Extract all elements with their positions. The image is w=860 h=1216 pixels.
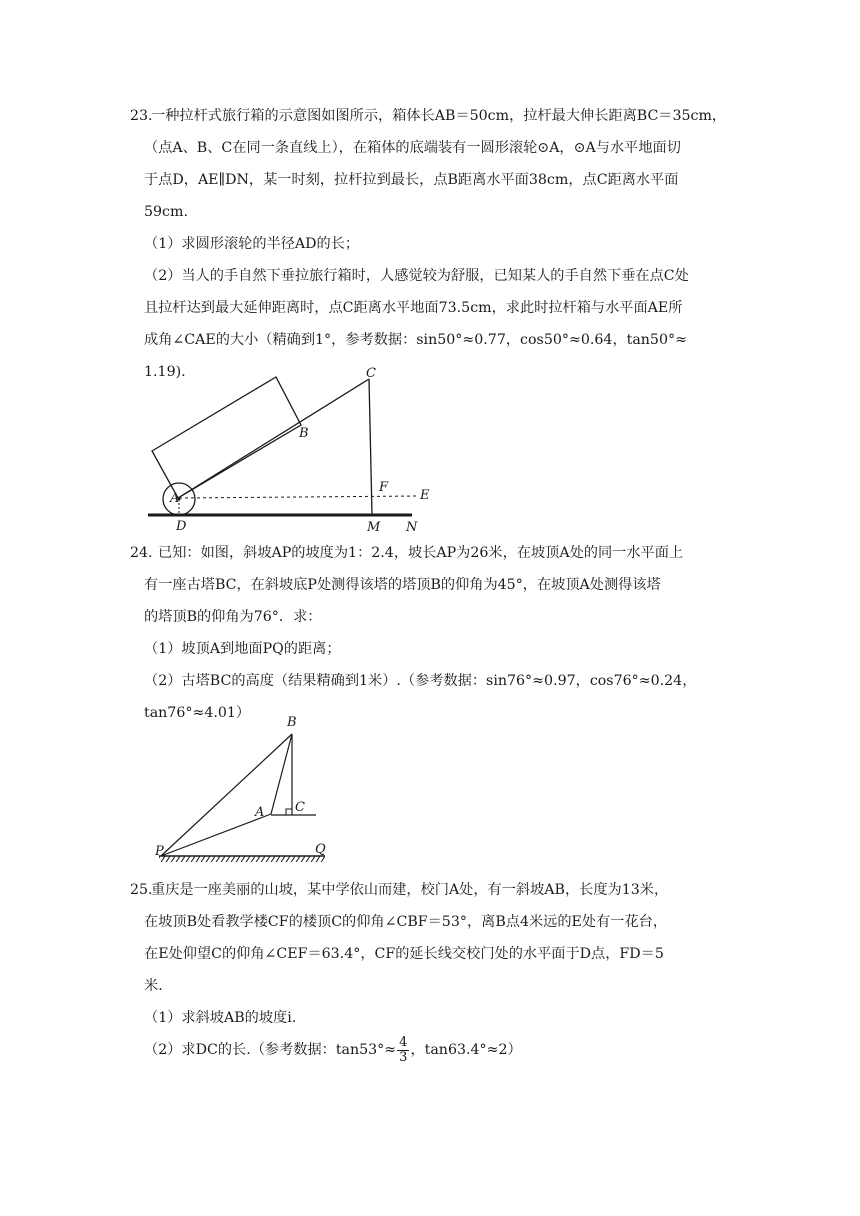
figure-23	[140, 362, 440, 534]
problem-24-stem-line-2: 有一座古塔BC，在斜坡底P处测得该塔的塔顶B的仰角为45°，在坡顶A处测得该塔	[144, 577, 661, 593]
label-a: A	[255, 805, 265, 820]
label-c: C	[366, 366, 376, 381]
problem-23-sub-2-line-4: 1.19).	[144, 364, 186, 380]
label-b: B	[287, 715, 297, 730]
problem-25-stem-line-2: 在坡顶B处看教学楼CF的楼顶C的仰角∠CBF＝53°，离B点4米远的E处有一花台，	[144, 914, 668, 930]
problem-24-stem-line-1: 已知：如图，斜坡AP的坡度为1：2.4，坡长AP为26米，在坡顶A处的同一水平面上	[158, 545, 684, 561]
label-c: C	[295, 800, 305, 815]
problem-23-sub-2-line-3: 成角∠CAE的大小（精确到1°，参考数据：sin50°≈0.77，cos50°≈0.64，tan50°≈	[144, 332, 687, 348]
problem-25-number: 25.	[130, 882, 153, 898]
label-d: D	[176, 519, 187, 534]
dashed-ae	[179, 496, 418, 498]
line-pa	[161, 814, 271, 856]
label-q: Q	[315, 842, 326, 857]
label-m: M	[367, 520, 381, 534]
problem-25-stem-line-4: 米.	[144, 978, 163, 994]
problem-25-sub-1: （1）求斜坡AB的坡度i.	[144, 1010, 297, 1026]
right-angle-mark	[286, 809, 292, 815]
ground-hatch	[159, 856, 325, 862]
problem-23-sub-2-line-2: 且拉杆达到最大延伸距离时，点C距离水平地面73.5cm，求此时拉杆箱与水平面AE所	[144, 300, 683, 316]
label-e: E	[420, 488, 430, 503]
label-b: B	[299, 426, 309, 441]
problem-25-sub-2-text-a: （2）求DC的长.（参考数据：tan53°≈	[144, 1042, 397, 1058]
problem-23-sub-1: （1）求圆形滚轮的半径AD的长；	[144, 236, 360, 252]
problem-24-sub-1: （1）坡顶A到地面PQ的距离；	[144, 641, 341, 657]
label-p: P	[155, 844, 164, 859]
problem-24-sub-2-line-2: tan76°≈4.01）	[144, 705, 251, 721]
fraction-denominator: 3	[399, 1049, 408, 1065]
vertical-cm	[369, 379, 372, 515]
line-ab	[271, 734, 292, 814]
problem-25-stem-line-1: 重庆是一座美丽的山坡，某中学依山而建，校门A处，有一斜坡AB，长度为13米，	[151, 882, 669, 898]
problem-24-number: 24.	[130, 545, 153, 561]
problem-23-stem-line-2: （点A、B、C在同一条直线上），在箱体的底端装有一圆形滚轮⊙A，⊙A与水平地面切	[144, 140, 681, 156]
label-n: N	[406, 520, 418, 534]
problem-24-sub-2-line-1: （2）古塔BC的高度（结果精确到1米）.（参考数据：sin76°≈0.97，cos76°≈0.24，	[144, 673, 697, 689]
problem-23-sub-2-line-1: （2）当人的手自然下垂拉旅行箱时，人感觉较为舒服，已知某人的手自然下垂在点C处	[144, 268, 689, 284]
handle-line	[178, 379, 369, 498]
fraction-numerator: 4	[399, 1034, 408, 1050]
suitcase-body	[152, 377, 301, 498]
problem-23-stem-line-3: 于点D，AE∥DN，某一时刻，拉杆拉到最长，点B距离水平面38cm，点C距离水平面	[144, 172, 679, 188]
problem-23-stem-line-1: 23.	[130, 108, 153, 124]
problem-25-sub-2	[144, 1032, 522, 1068]
line-pb	[161, 734, 292, 856]
problem-23-stem-line-1-text: 一种拉杆式旅行箱的示意图如图所示，箱体长AB＝50cm，拉杆最大伸长距离BC＝35cm，	[151, 108, 727, 124]
problem-25-stem-line-3: 在E处仰望C的仰角∠CEF＝63.4°，CF的延长线交校门处的水平面于D点，FD＝5	[144, 946, 664, 962]
problem-25-sub-2-text-b: ，tan63.4°≈2）	[410, 1042, 522, 1058]
label-a: A	[170, 491, 180, 506]
label-f: F	[379, 480, 389, 495]
fraction-4-3	[397, 1036, 409, 1065]
problem-23-stem-line-4: 59cm.	[144, 204, 188, 220]
problem-24-stem-line-3: 的塔顶B的仰角为76°．求：	[144, 609, 322, 625]
figure-24	[145, 712, 345, 864]
